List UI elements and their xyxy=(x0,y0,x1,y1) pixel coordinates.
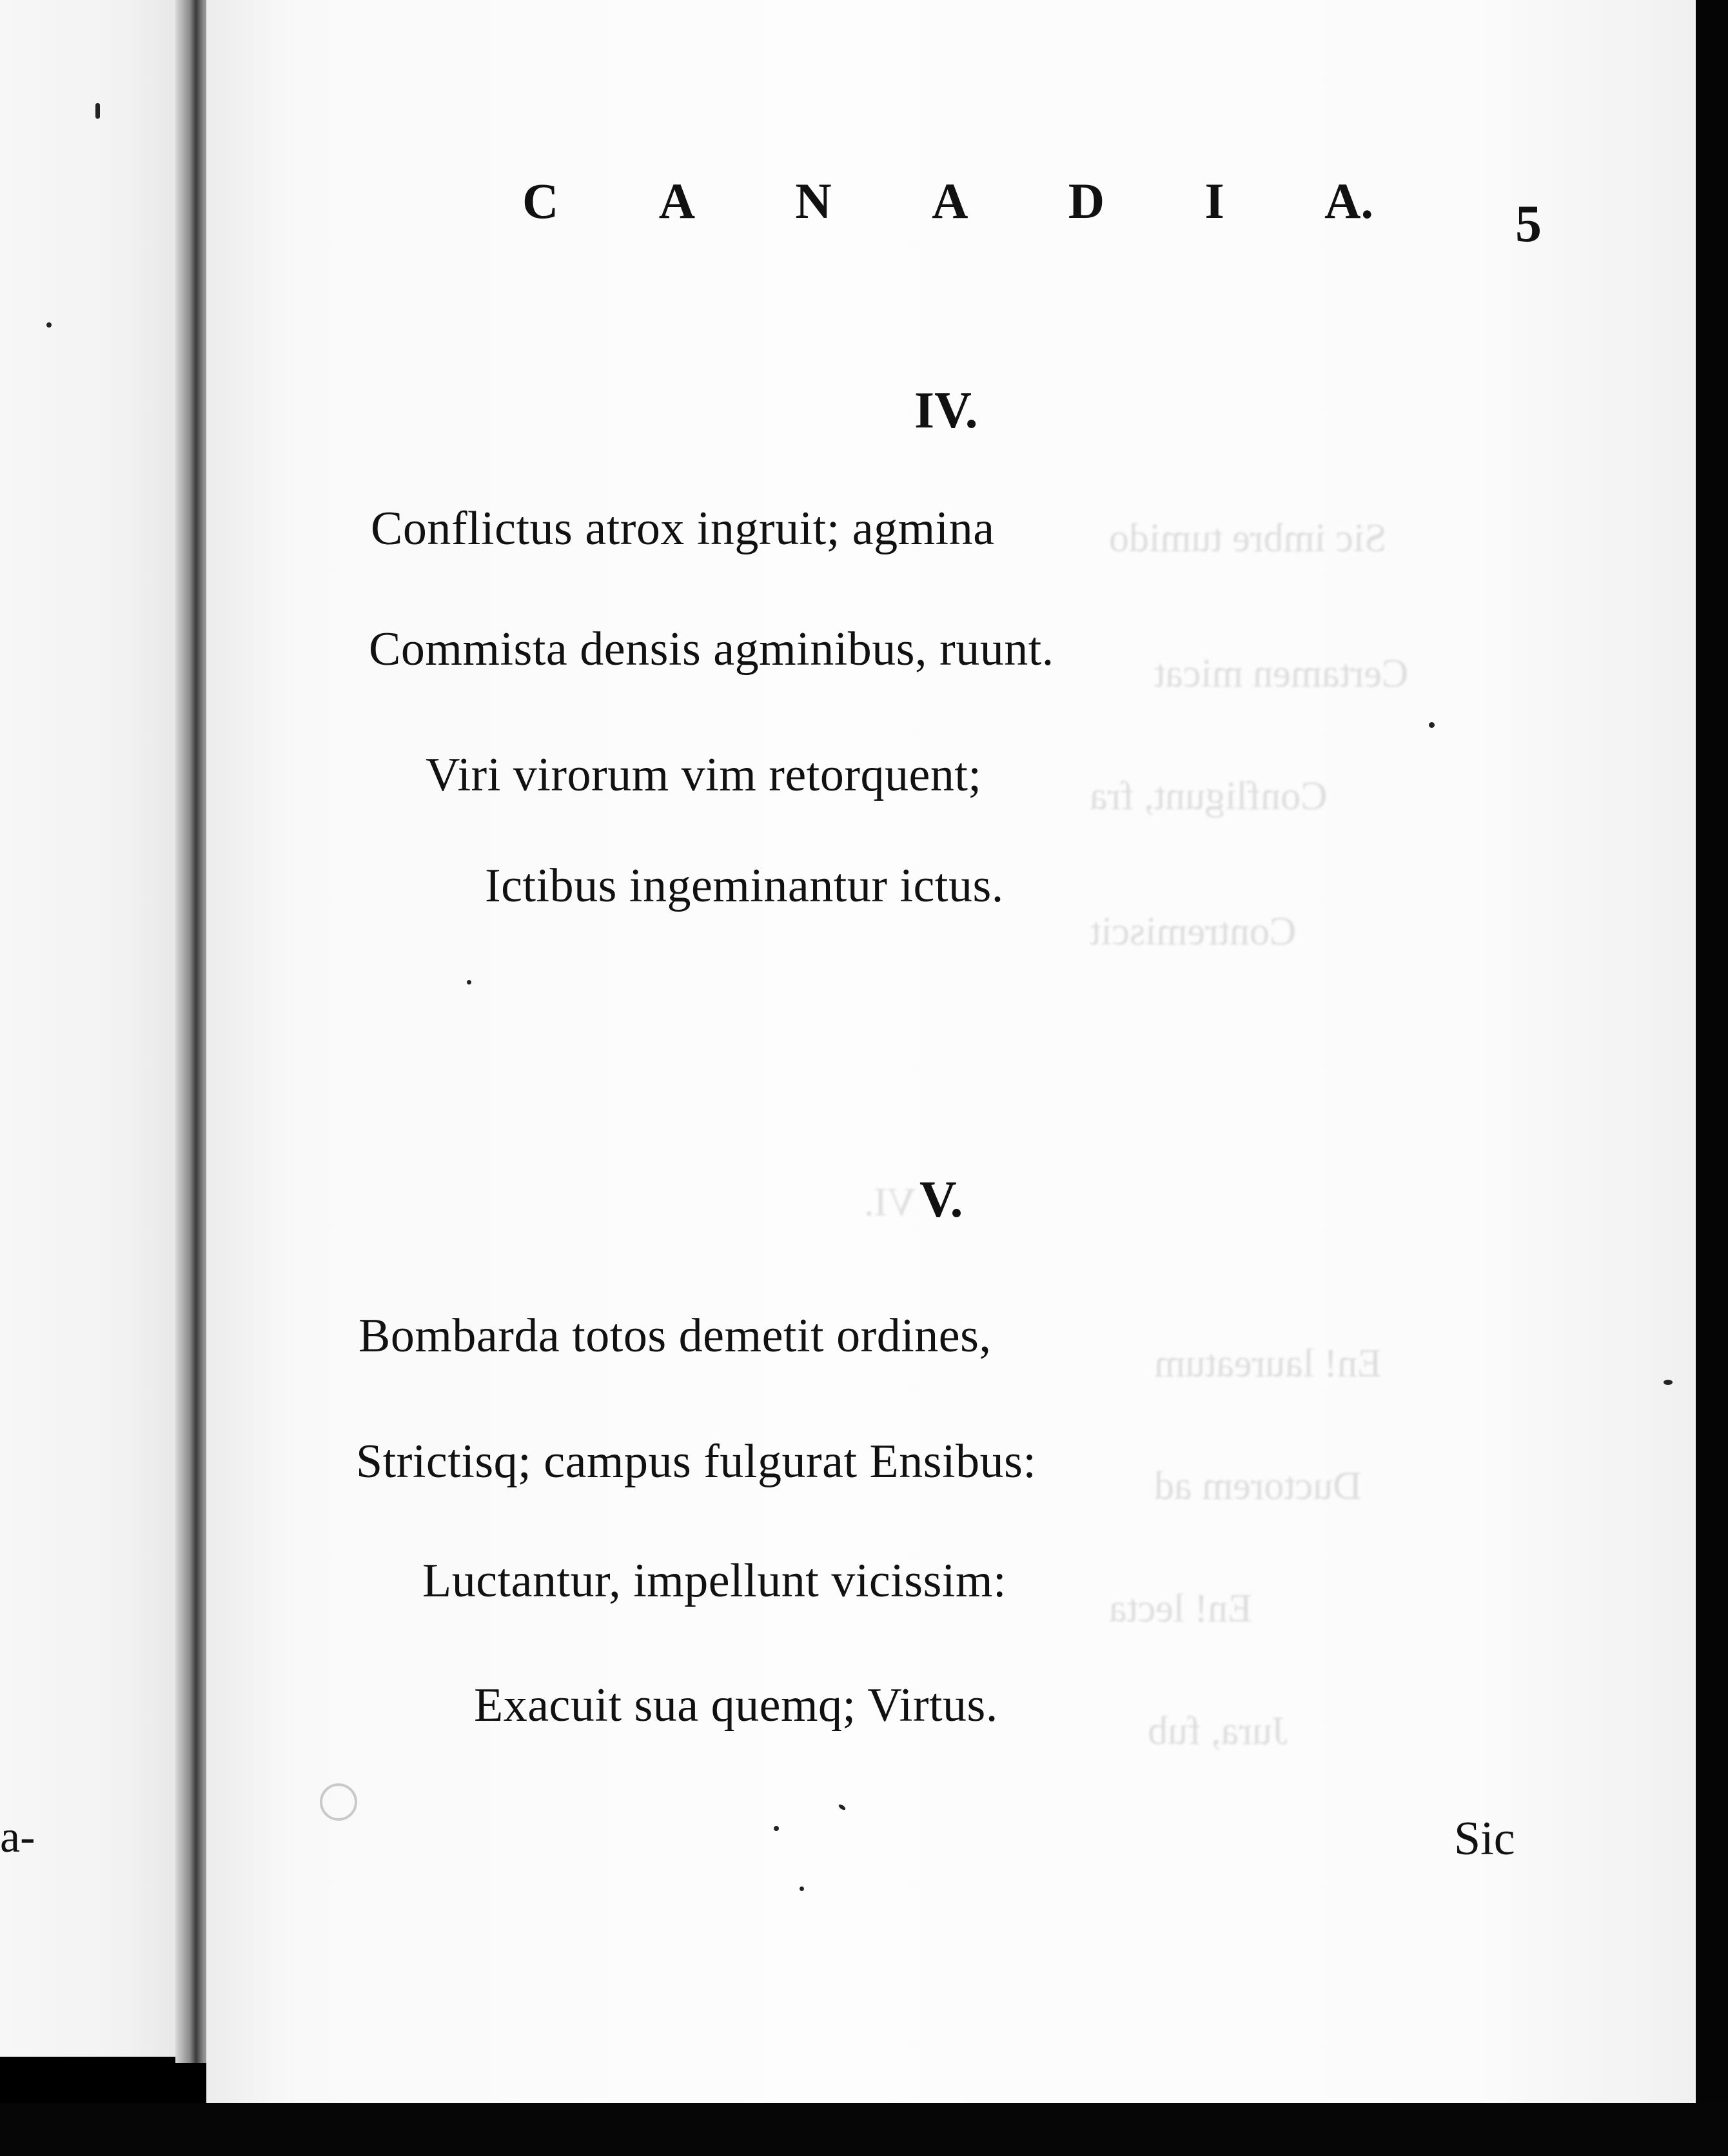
verse-line: Luctantur, impellunt vicissim: xyxy=(422,1554,1007,1607)
running-head-letter: N xyxy=(795,173,832,229)
show-through-text: En! laureatum xyxy=(1154,1342,1382,1386)
show-through-text: Sic imbre tumido xyxy=(1109,516,1387,560)
catchword: Sic xyxy=(1454,1812,1515,1865)
ink-speck xyxy=(1429,722,1435,728)
show-through-text: Certamen micat xyxy=(1154,652,1409,696)
show-through-text: VI. xyxy=(864,1181,916,1224)
bottom-edge-shadow xyxy=(0,2103,1728,2156)
running-head-letter: A xyxy=(658,173,696,229)
running-head xyxy=(522,175,1373,227)
running-head-letter: I xyxy=(1204,173,1224,229)
verse-line: Strictisq; campus fulgurat Ensibus: xyxy=(356,1435,1037,1488)
page-number: 5 xyxy=(1515,194,1542,253)
right-edge-shadow xyxy=(1696,0,1728,2156)
show-through-text: Ductorem ad xyxy=(1154,1464,1362,1508)
show-through-text: Confligunt, fra xyxy=(1090,774,1328,818)
running-head-letter: A. xyxy=(1324,173,1373,229)
running-head-letter: D xyxy=(1068,173,1105,229)
ink-speck xyxy=(800,1886,804,1891)
ink-speck xyxy=(1664,1380,1673,1385)
ink-speck xyxy=(774,1826,779,1831)
verse-line: Bombarda totos demetit ordines, xyxy=(358,1309,992,1362)
verse-line: Exacuit sua quemq; Virtus. xyxy=(474,1679,998,1732)
verse-line: Ictibus ingeminantur ictus. xyxy=(485,859,1004,912)
ink-speck xyxy=(467,980,471,985)
running-head-letter: A xyxy=(932,173,968,229)
paper-blemish xyxy=(320,1783,357,1821)
show-through-text: Contremiscit xyxy=(1090,910,1297,954)
left-page xyxy=(0,0,182,2057)
running-head-letter: C xyxy=(522,173,559,229)
right-page xyxy=(206,0,1701,2103)
left-page-fragment: a- xyxy=(0,1812,35,1862)
show-through-text: En! lecta xyxy=(1109,1587,1253,1631)
verse-line: Viri virorum vim retorquent; xyxy=(426,749,982,801)
show-through-text: Jura, fub xyxy=(1148,1709,1288,1753)
verse-line: Commista densis agminibus, ruunt. xyxy=(369,623,1054,676)
verse-line: Conflictus atrox ingruit; agmina xyxy=(371,502,995,555)
stanza-number: V. xyxy=(919,1171,963,1228)
ink-speck xyxy=(95,103,100,119)
ink-speck xyxy=(46,322,52,328)
stanza-number: IV. xyxy=(914,382,978,439)
